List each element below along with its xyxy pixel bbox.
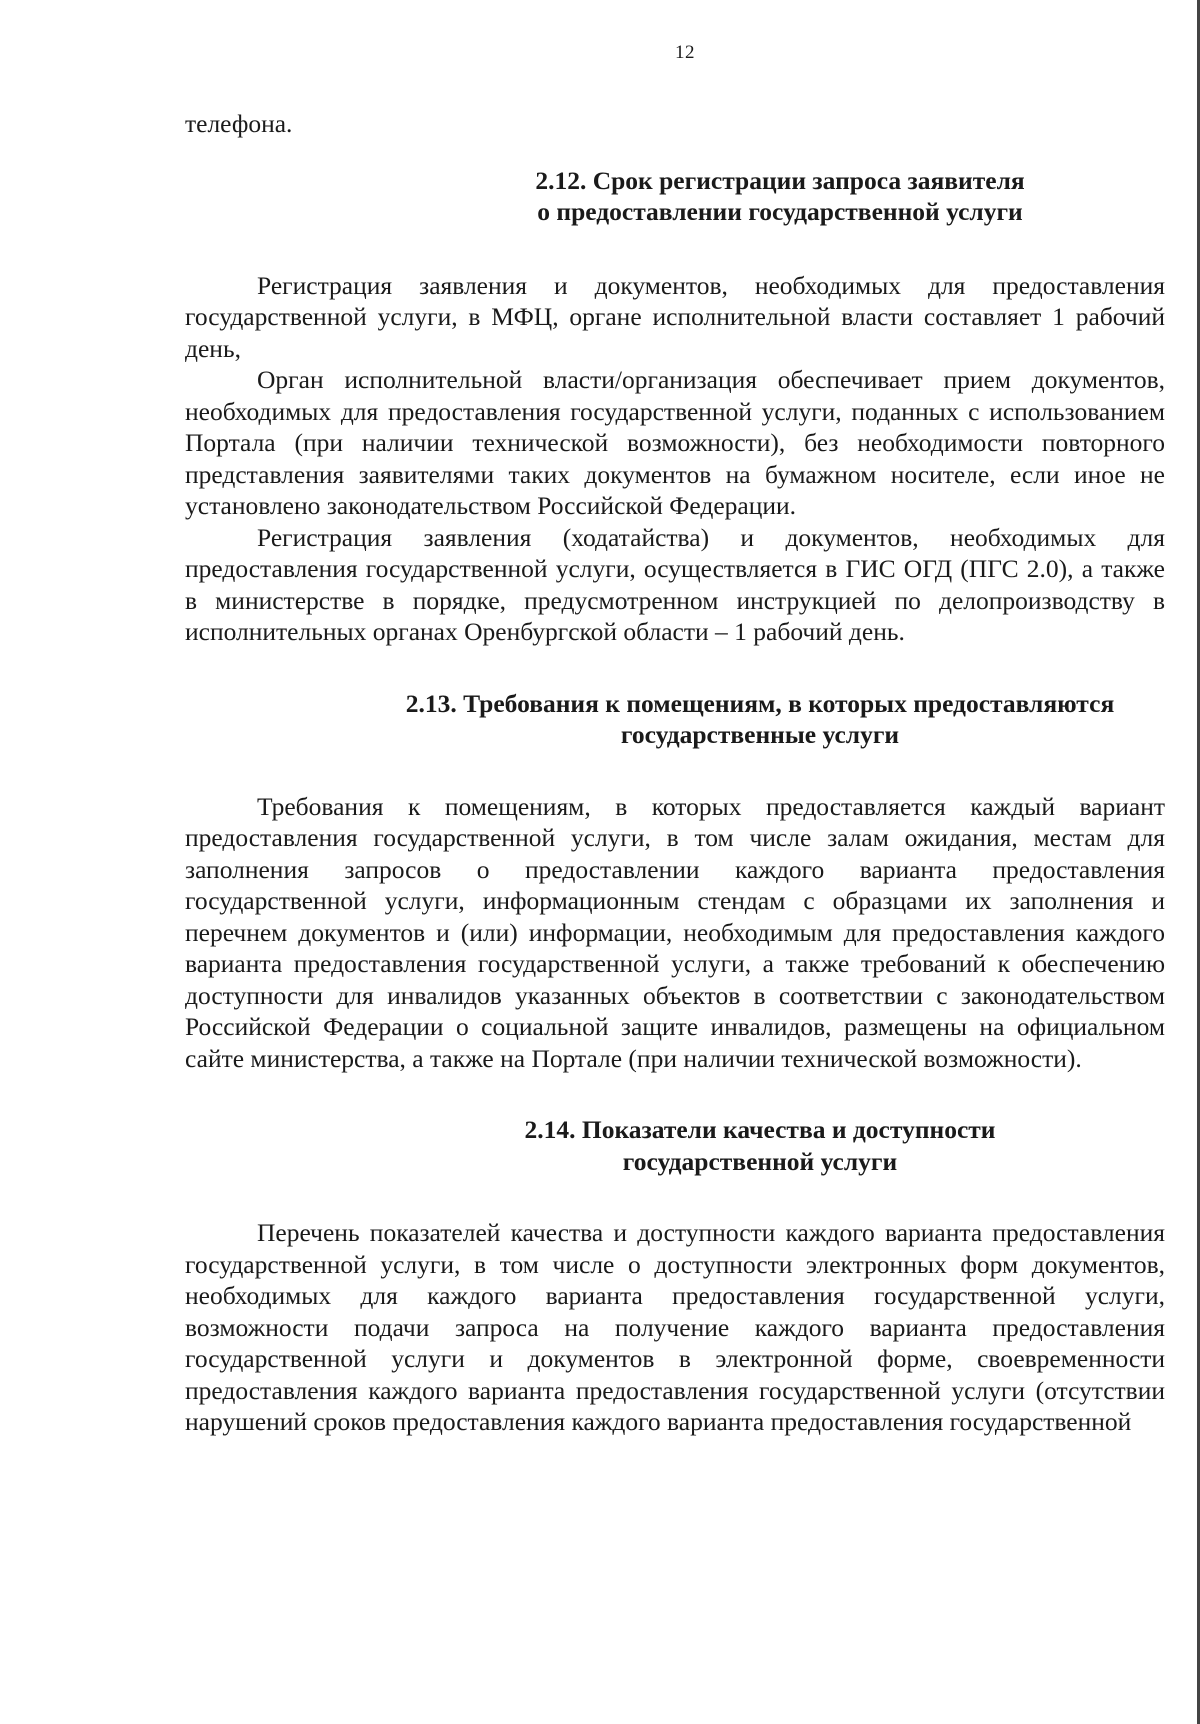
heading-line: 2.13. Требования к помещениям, в которых предоставляются (405, 688, 1115, 718)
heading-line: государственные услуги (620, 720, 900, 749)
continued-text: телефона. (185, 109, 293, 138)
page-number: 12 (675, 42, 695, 63)
heading-line: 2.12. Срок регистрации запроса заявителя (535, 165, 1025, 195)
paragraph: Перечень показателей качества и доступности каждого варианта предоставления государственной услуги, в том числе о доступности электронных форм документов, необходимых для каждого варианта предоставления государственной услуги, возможности подачи запроса на получение каждого варианта предоставления государственной услуги и документов в электронной форме, своевременности предоставления каждого варианта предоставления государственной услуги (отсутствии нарушений сроков предоставления каждого варианта предоставления государственной (185, 1218, 1165, 1436)
section-heading-2-12 (185, 165, 1165, 228)
document-body (185, 108, 1165, 1438)
paragraph: Регистрация заявления и документов, необходимых для предоставления государственной услуги, в МФЦ, органе исполнительной власти составляет 1 рабочий день, (185, 270, 1165, 363)
paragraph: Требования к помещениям, в которых предоставляется каждый вариант предоставления государственной услуги, в том числе залам ожидания, местам для заполнения запросов о предоставлении каждого варианта предоставления государственной услуги, информационным стендам с образцами их заполнения и перечнем документов и (или) информации, необходимым для предоставления каждого варианта предоставления государственной услуги, а также требований к обеспечению доступности для инвалидов указанных объектов в соответствии с законодательством Российской Федерации о социальной защите инвалидов, размещены на официальном сайте министерства, а также на Портале (при наличии технической возможности). (185, 791, 1165, 1073)
heading-line: о предоставлении государственной услуги (537, 197, 1023, 226)
paragraph: Орган исполнительной власти/организация обеспечивает прием документов, необходимых для предоставления государственной услуги, поданных с использованием Портала (при наличии технической возможности), без необходимости повторного представления заявителями таких документов на бумажном носителе, если иное не установлено законодательством Российской Федерации. (185, 365, 1165, 520)
paragraph: Регистрация заявления (ходатайства) и документов, необходимых для предоставления государственной услуги, осуществляется в ГИС ОГД (ПГС 2.0), а также в министерстве в порядке, предусмотренном инструкцией по делопроизводству в исполнительных органах Оренбургской области – 1 рабочий день. (185, 522, 1165, 646)
section-heading-2-13 (185, 688, 1165, 751)
section-heading-2-14 (185, 1114, 1165, 1177)
heading-line: 2.14. Показатели качества и доступности (524, 1115, 996, 1144)
heading-line: государственной услуги (622, 1146, 898, 1176)
